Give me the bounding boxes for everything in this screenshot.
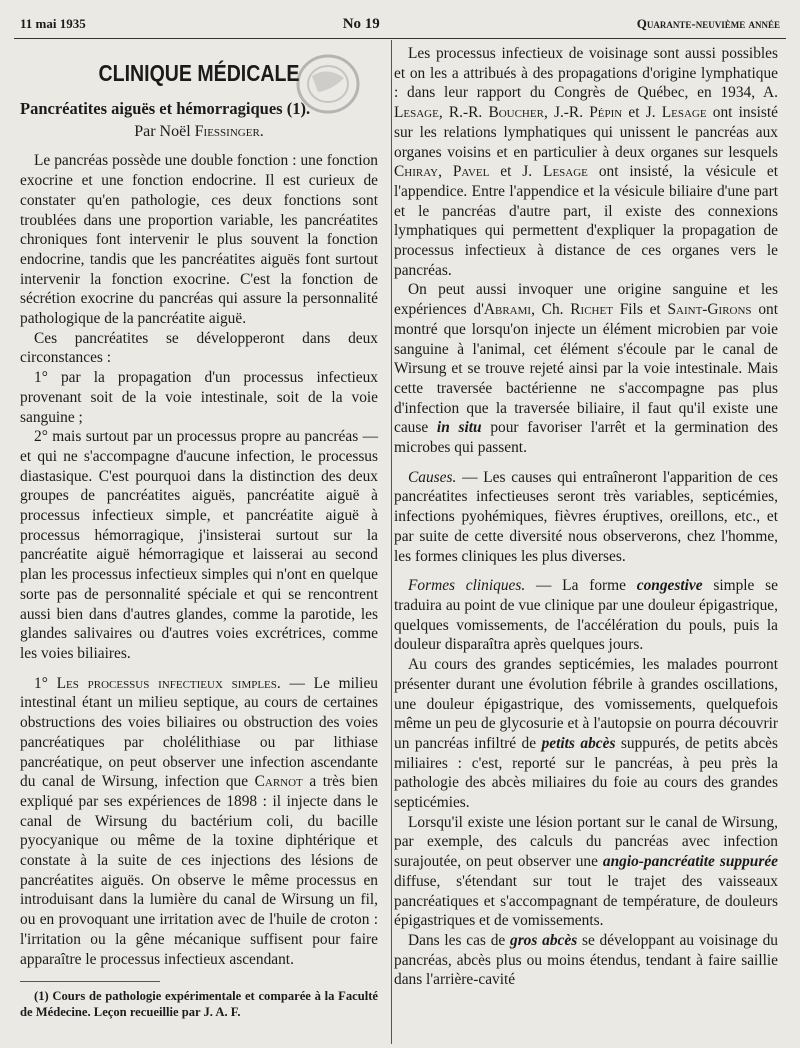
right-paragraph-causes: Causes. — Les causes qui entraîneront l'apparition de ces pancréatites infectieuses seront très variables, septicémies, infections pyohémiques, fièvres éruptives, oreillons, etc., et par suite de cette diversité nous observerons, chez l'homme, les formes cliniques les plus diverses. (394, 468, 778, 565)
volume-year: Quarante-neuvième année (636, 16, 780, 31)
footnote: (1) Cours de pathologie expérimentale et comparée à la Faculté de Médecine. Leçon recueillie par J. A. F. (20, 989, 378, 1020)
right-paragraph-5: Au cours des grandes septicémies, les malades pourront présenter durant une évolution fébrile à grandes oscillations, une douleur épigastrique, des vomissements, quelquefois même un peu de glycosurie et à l'autopsie on pourra découvrir un pancréas infiltré de petits abcès suppurés, de petits abcès miliaires : c'est, reporté sur le pancréas, à peu près la pathologie des abcès miliaires du foie au cours des grandes septicémies. (394, 656, 778, 812)
author-line (20, 122, 378, 142)
article-title-text: Pancréatites aiguës et hémorragiques (20, 98, 283, 118)
issue-date: 11 mai 1935 (20, 16, 86, 31)
right-paragraph-1: Les processus infectieux de voisinage sont aussi possibles et on les a attribués à des propagations d'origine lymphatique : dans leur rapport du Congrès de Québec, en 1934, A. Lesage, R.-R. Boucher, J.-R. Pépin et J. Lesage ont insisté sur les relations lymphatiques qui unissent le pancréas aux organes voisins et en particulier à deux organes sur lesquels Chiray, Pavel et J. Lesage ont insisté, la vésicule et l'appendice. Entre l'appendice et la vésicule biliaire d'une part et le pancréas d'autre part, il existe des connexions lymphatiques qui permettent d'expliquer la propagation de processus infectieux à distance de ces organes vers le pancréas. (394, 45, 778, 279)
left-paragraph-2: Ces pancréatites se développeront dans deux circonstances : (20, 329, 378, 367)
author-prefix: Par Noël (134, 122, 191, 140)
right-paragraph-7: Dans les cas de gros abcès se développant au voisinage du pancréas, abcès plus ou moins étendus, tendant à faire saillie dans l'arrière-cavité (394, 931, 778, 989)
article-title-note: (1). (286, 98, 311, 118)
right-paragraph-formes: Formes cliniques. — La forme congestive simple se traduira au point de vue clinique par une douleur épigastrique, quelques vomissements, de l'accélération du pouls, puis la douleur disparaîtra après quelques jours. (394, 577, 778, 654)
right-paragraph-2: On peut aussi invoquer une origine sanguine et les expériences d'Abrami, Ch. Richet Fils et Saint-Girons ont montré que lorsqu'on injecte un élément microbien par voie sanguine à l'animal, cet élément s'écoule par le canal de Wirsung et se trouve rejeté ainsi par la voie intestinale. Mais cette traversée bactérienne ne s'accompagne pas plus d'infection que la traversée biliaire, il faut qu'il existe une cause in situ pour favoriser l'arrêt et la germination des microbes qui passent. (394, 281, 778, 457)
right-column (394, 44, 778, 990)
subsection-heading: 1° Les processus infectieux simples. (34, 674, 281, 692)
section-title: CLINIQUE MÉDICALE (98, 60, 300, 86)
left-column (20, 44, 378, 1020)
causes-label: Causes. (408, 468, 457, 486)
left-paragraph-3: 1° par la propagation d'un processus infectieux provenant soit de la voie intestinale, soit de la voie sanguine ; (20, 369, 378, 426)
issue-number: No 19 (342, 15, 380, 32)
article-title (20, 98, 378, 120)
footnote-rule (20, 981, 160, 982)
right-paragraph-6: Lorsqu'il existe une lésion portant sur le canal de Wirsung, par exemple, des calculs du pancréas avec infection surajoutée, on peut observer une angio-pancréatite suppurée diffuse, s'étendant sur tout le trajet des vaisseaux pancréatiques et s'accompagnant de température, de douleurs épigastriques et de vomissements. (394, 813, 778, 930)
column-divider (391, 40, 392, 1044)
formes-label: Formes cliniques. (408, 577, 526, 595)
running-head (20, 10, 780, 38)
left-paragraph-5: 1° Les processus infectieux simples. — Le milieu intestinal étant un milieu septique, au cours de certaines obstructions des voies biliaires ou obstruction des voies pancréatiques par cholélithiase ou par lithiase pancréatique, on peut observer une infection ascendante du canal de Wirsung, infection que Carnot a très bien expliqué par ses expériences de 1898 : il injecte dans le canal de Wirsung du bactérium coli, du bacille pyocyanique ou même de la toxine diphtérique et constate à la suite de ces injections des lésions de pancréatites aiguës. On observe le même processus en introduisant dans la lumière du canal de Wirsung un fil, ou en provoquant une irritation avec de l'huile de croton : l'irritation ou la gêne mécanique suffisent pour faire apparaître le processus infectieux ascendant. (20, 674, 378, 968)
left-paragraph-4: 2° mais surtout par un processus propre au pancréas — et qui ne s'accompagne d'aucune infection, le processus diastasique. C'est pourquoi dans la distinction des deux groupes de pancréatites aiguës, pancréatite aiguë à processus infectieux simple, et pancréatite aiguë à processus hémorragique, j'insisterai surtout sur la pancréatite aiguë hémorragique et laisserai au second plan les processus infectieux simples qui n'ont en quelque sorte pas de personnalité spéciale et qui se rencontrent aussi bien dans d'autres glandes, comme la parotide, les glandes salivaires ou d'autres voies excrétrices, comme les voies biliaires. (20, 428, 378, 662)
author-name: Fiessinger. (194, 122, 264, 140)
cited-name: Carnot (254, 773, 303, 791)
header-rule (14, 38, 786, 39)
left-paragraph-1: Le pancréas possède une double fonction : une fonction exocrine et une fonction endocrine. Il est curieux de constater qu'en pathologie, ces deux fonctions sont troublées dans une proportion variable, les pancréatites chroniques font intervenir le plus souvent la fonction endocrine, tandis que les pancréatites aiguës font surtout intervenir la fonction exocrine. C'est la fonction de sécrétion exocrine du pancréas qui assure la personnalité pathologique de la pancréatite aiguë. (20, 152, 378, 328)
